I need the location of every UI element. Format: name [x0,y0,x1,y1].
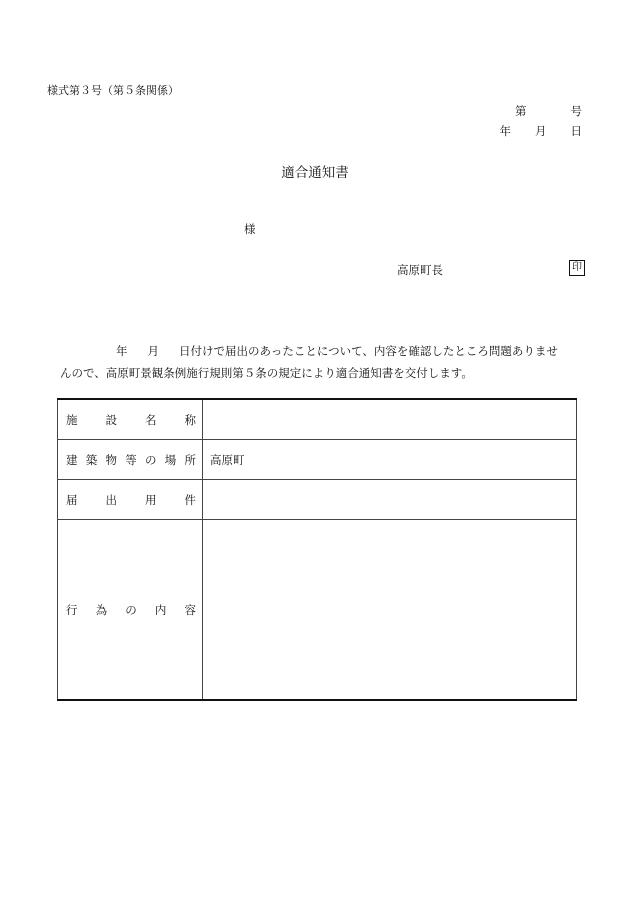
label-char: 所 [184,452,196,467]
addressee-suffix: 様 [244,222,256,236]
seal-mark: 印 [569,260,585,276]
label-char: 建 [66,452,78,467]
label-char: 件 [184,492,196,507]
issue-date-line [500,123,583,139]
label-char: 場 [164,452,177,467]
table-row-building-location [58,440,577,480]
label-facility-name [58,399,203,440]
body-date-month: 月 [147,344,159,358]
label-char: 築 [85,452,98,467]
value-building-location: 高原町 [203,440,577,480]
body-line-1-text: 日付けで届出のあったことについて、内容を確認したところ問題ありませ [179,344,558,358]
body-line-1 [60,340,586,362]
date-day: 日 [570,124,582,138]
notification-table [57,398,577,701]
label-building-location [58,440,203,480]
table-row-activity-content [58,520,577,701]
body-paragraph [60,340,586,384]
document-title: 適合通知書 [281,165,349,181]
label-char: 物 [105,452,117,467]
label-char: の [125,602,137,617]
table-row-facility-name [58,399,577,440]
number-prefix: 第 [515,104,527,118]
label-char: の [145,452,157,467]
label-notification-subject [58,480,203,520]
label-char: 称 [184,412,196,427]
issuer-name: 高原町長 [397,263,443,277]
label-char: 設 [105,412,117,427]
label-char: 行 [66,602,78,617]
label-char: 為 [95,602,108,617]
label-char: 等 [125,452,137,467]
table-row-notification-subject [58,480,577,520]
body-line-2: んので、高原町景観条例施行規則第５条の規定により適合通知書を交付します。 [60,366,473,380]
value-activity-content [203,520,577,701]
document-number-line [515,103,582,119]
label-activity-content [58,520,203,701]
label-char: 内 [154,602,167,617]
label-char: 名 [145,412,157,427]
date-year: 年 [499,124,511,138]
label-char: 出 [105,492,117,507]
label-char: 施 [66,412,78,427]
label-char: 届 [66,492,78,507]
form-number-label: 様式第３号（第５条関係） [47,84,179,97]
number-suffix: 号 [570,104,582,118]
body-date-year: 年 [116,344,128,358]
date-month: 月 [535,124,547,138]
value-facility-name [203,399,577,440]
label-char: 用 [145,492,157,507]
value-notification-subject [203,480,577,520]
label-char: 容 [184,602,196,617]
